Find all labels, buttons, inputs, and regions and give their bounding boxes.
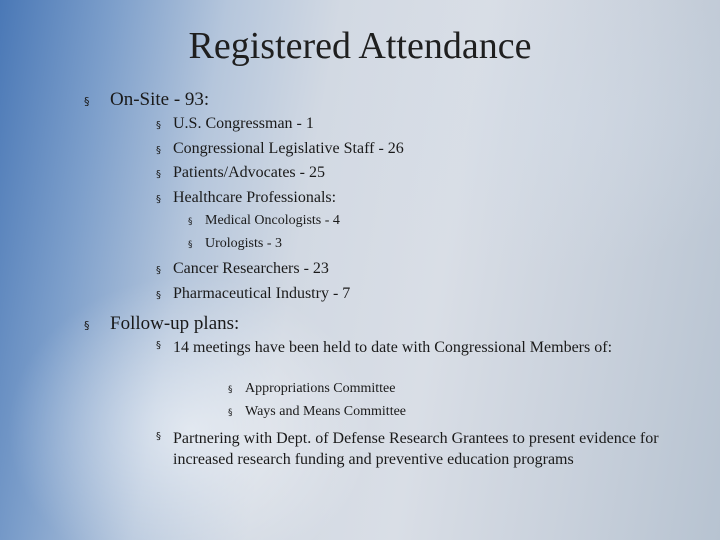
- list-item: [156, 189, 336, 207]
- bullet-icon: §: [188, 240, 193, 250]
- bullet-icon: §: [156, 265, 161, 276]
- bullet-icon: §: [84, 319, 90, 332]
- bullet-icon: §: [228, 408, 233, 418]
- list-item: [156, 140, 404, 158]
- followup-label: Follow-up plans:: [110, 313, 240, 334]
- list-item: [156, 337, 676, 358]
- list-item: [188, 213, 340, 229]
- list-item-text: Congressional Legislative Staff - 26: [173, 140, 404, 157]
- list-item-text: Appropriations Committee: [245, 381, 396, 396]
- list-item: [156, 428, 686, 470]
- followup-heading: [84, 313, 239, 335]
- list-item: [228, 404, 406, 420]
- bullet-icon: §: [156, 145, 161, 156]
- onsite-label: On-Site - 93:: [110, 89, 210, 110]
- bullet-icon: §: [156, 169, 161, 180]
- bullet-icon: §: [156, 340, 161, 351]
- list-item-text: Medical Oncologists - 4: [205, 213, 340, 228]
- bullet-icon: §: [156, 194, 161, 205]
- list-item: [156, 164, 325, 182]
- list-item-text: U.S. Congressman - 1: [173, 115, 314, 132]
- list-item: [228, 381, 395, 397]
- list-item-text: Partnering with Dept. of Defense Research Grantees to present evidence for increased research funding and preventive education programs: [173, 430, 659, 468]
- list-item: [156, 115, 314, 133]
- list-item-text: Ways and Means Committee: [245, 404, 407, 419]
- list-item-text: Patients/Advocates - 25: [173, 164, 325, 181]
- bullet-icon: §: [188, 217, 193, 227]
- bullet-icon: §: [156, 120, 161, 131]
- bullet-icon: §: [228, 385, 233, 395]
- list-item: [156, 260, 329, 278]
- list-item-text: Cancer Researchers - 23: [173, 260, 329, 277]
- list-item-text: Urologists - 3: [205, 236, 282, 251]
- list-item-text: 14 meetings have been held to date with Congressional Members of:: [173, 339, 613, 356]
- slide-title: Registered Attendance: [188, 25, 532, 67]
- bullet-icon: §: [84, 95, 90, 108]
- list-item-text: Healthcare Professionals:: [173, 189, 337, 206]
- list-item: [188, 236, 282, 252]
- list-item-text: Pharmaceutical Industry - 7: [173, 285, 351, 302]
- list-item: [156, 285, 350, 303]
- bullet-icon: §: [156, 431, 161, 442]
- onsite-heading: [84, 89, 209, 111]
- bullet-icon: §: [156, 290, 161, 301]
